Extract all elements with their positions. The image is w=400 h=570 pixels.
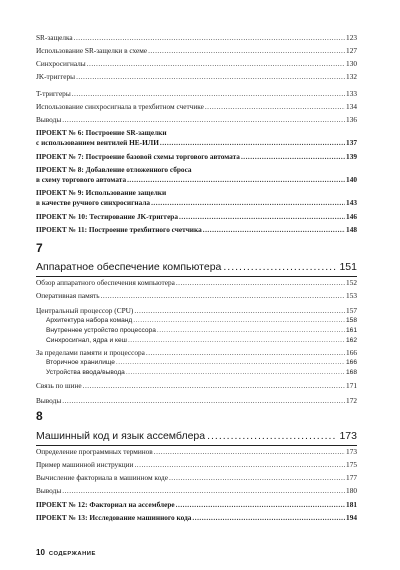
toc-entry — [36, 306, 357, 315]
toc-entry — [36, 59, 357, 68]
dot-leader — [146, 348, 345, 357]
dot-leader — [134, 306, 345, 315]
dot-leader — [127, 175, 345, 184]
chapter-8-number: 8 — [36, 409, 43, 423]
chapter-8-heading — [36, 430, 357, 443]
toc-entry — [36, 381, 357, 390]
toc-entry — [36, 72, 357, 81]
toc-entry-page: 175 — [346, 460, 357, 469]
dot-leader — [116, 358, 345, 367]
toc-entry — [36, 473, 357, 482]
chapter-8-rule — [36, 445, 357, 446]
toc-entry-title: Внутреннее устройство процессора — [46, 327, 156, 334]
toc-entry-page: 171 — [346, 381, 357, 390]
dot-leader — [176, 500, 345, 509]
toc-entry-title: JK-триггеры — [36, 72, 76, 81]
toc-entry-page: 153 — [346, 291, 357, 300]
toc-subentry — [46, 358, 357, 367]
toc-entry — [36, 46, 357, 55]
dot-leader — [133, 316, 345, 325]
toc-entry-page: 148 — [346, 225, 357, 234]
toc-entry-page: 181 — [346, 500, 357, 509]
toc-entry-title: ПРОЕКТ № 12: Факториал на ассемблере — [36, 500, 175, 509]
toc-entry-title: Определение программных терминов — [36, 447, 153, 456]
project-9-entry — [36, 198, 357, 207]
toc-entry-title: Использование синхросигнала в трехбитном счетчике — [36, 102, 204, 111]
dot-leader — [223, 261, 337, 274]
dot-leader — [126, 368, 345, 377]
toc-subentry — [46, 326, 357, 335]
toc-entry-page: 168 — [345, 369, 357, 376]
dot-leader — [203, 225, 345, 234]
toc-subentry — [46, 336, 357, 345]
toc-entry-page: 172 — [346, 396, 357, 405]
toc-entry-page: 123 — [346, 33, 357, 42]
toc-subentry — [46, 316, 357, 325]
toc-entry-page: 180 — [346, 486, 357, 495]
toc-entry-page: 146 — [346, 212, 357, 221]
toc-entry-title: Выводы — [36, 396, 62, 405]
chapter-8-title: Машинный код и язык ассемблера — [36, 430, 206, 442]
dot-leader — [87, 59, 345, 68]
project-8-title: ПРОЕКТ № 8: Добавление отложенного сброса — [36, 165, 192, 174]
toc-entry-title: ПРОЕКТ № 10: Тестирование JK-триггера — [36, 212, 179, 221]
dot-leader — [179, 212, 345, 221]
dot-leader — [76, 72, 345, 81]
toc-entry — [36, 447, 357, 456]
project-7-entry — [36, 152, 357, 161]
toc-entry-title: SR-защелка — [36, 33, 73, 42]
project-6-title: ПРОЕКТ № 6: Построение SR-защелки — [36, 128, 167, 137]
toc-entry-title: Синхросигналы — [36, 59, 86, 68]
chapter-7-number: 7 — [36, 241, 43, 255]
project-10-entry — [36, 212, 357, 221]
toc-entry-page: 161 — [345, 327, 357, 334]
footer-page-number: 10 — [36, 548, 45, 557]
toc-entry-page: 157 — [346, 306, 357, 315]
toc-entry-title: Выводы — [36, 486, 62, 495]
dot-leader — [176, 278, 345, 287]
toc-entry-title: в схему торгового автомата — [36, 175, 127, 184]
dot-leader — [154, 447, 345, 456]
toc-entry-title: Пример машинной инструкции — [36, 460, 134, 469]
toc-entry-page: 132 — [346, 72, 357, 81]
dot-leader — [151, 198, 345, 207]
toc-entry — [36, 291, 357, 300]
toc-entry-title: с использованием вентилей НЕ-ИЛИ — [36, 138, 159, 147]
chapter-7-rule — [36, 276, 357, 277]
toc-entry — [36, 89, 357, 98]
toc-entry-page: 152 — [346, 278, 357, 287]
chapter-7-heading — [36, 261, 357, 274]
toc-entry-page: 127 — [346, 46, 357, 55]
dot-leader — [128, 336, 345, 345]
toc-entry-title: Устройства ввода/вывода — [46, 369, 125, 376]
dot-leader — [62, 486, 345, 495]
toc-entry — [36, 115, 357, 124]
toc-entry — [36, 278, 357, 287]
toc-entry-page: 143 — [346, 198, 357, 207]
toc-entry-page: 166 — [345, 359, 357, 366]
toc-entry-title: Оперативная память — [36, 291, 100, 300]
toc-entry — [36, 102, 357, 111]
toc-entry-title: Выводы — [36, 115, 62, 124]
project-12-entry — [36, 500, 357, 509]
toc-entry-page: 137 — [346, 138, 357, 147]
dot-leader — [160, 138, 345, 147]
dot-leader — [74, 33, 345, 42]
dot-leader — [205, 102, 345, 111]
dot-leader — [83, 381, 345, 390]
chapter-8-page: 173 — [339, 430, 357, 442]
toc-entry-page: 173 — [346, 447, 357, 456]
toc-entry-page: 134 — [346, 102, 357, 111]
toc-entry-title: ПРОЕКТ № 13: Исследование машинного кода — [36, 513, 192, 522]
chapter-7-title: Аппаратное обеспечение компьютера — [36, 261, 222, 273]
toc-entry-title: ПРОЕКТ № 11: Построение трехбитного счетчика — [36, 225, 202, 234]
project-9-title: ПРОЕКТ № 9: Использование защелки — [36, 188, 167, 197]
toc-entry-page: 162 — [345, 337, 357, 344]
toc-entry-page: 136 — [346, 115, 357, 124]
toc-entry-title: Использование SR-защелки в схеме — [36, 46, 148, 55]
toc-entry-page: 139 — [346, 152, 357, 161]
toc-entry-page: 166 — [346, 348, 357, 357]
dot-leader — [192, 513, 345, 522]
toc-entry-title: Центральный процессор (CPU) — [36, 306, 134, 315]
toc-entry — [36, 486, 357, 495]
toc-entry-title: Связь по шине — [36, 381, 82, 390]
toc-entry-title: Синхросигнал, ядра и кеш — [46, 337, 127, 344]
project-8-entry — [36, 175, 357, 184]
dot-leader — [157, 326, 345, 335]
dot-leader — [72, 89, 345, 98]
toc-entry-page: 177 — [346, 473, 357, 482]
toc-entry-title: За пределами памяти и процессора — [36, 348, 145, 357]
dot-leader — [134, 460, 345, 469]
project-6-entry — [36, 138, 357, 147]
toc-entry-title: T-триггеры — [36, 89, 71, 98]
project-11-entry — [36, 225, 357, 234]
page-footer — [36, 542, 96, 560]
toc-entry-title: Вторичное хранилище — [46, 359, 115, 366]
chapter-7-page: 151 — [339, 261, 357, 273]
toc-entry — [36, 460, 357, 469]
toc-subentry — [46, 368, 357, 377]
toc-entry — [36, 348, 357, 357]
toc-entry — [36, 33, 357, 42]
dot-leader — [62, 115, 345, 124]
dot-leader — [207, 430, 337, 443]
project-13-entry — [36, 513, 357, 522]
toc-entry-title: Архитектура набора команд — [46, 317, 133, 324]
toc-entry-title: Обзор аппаратного обеспечения компьютера — [36, 278, 175, 287]
toc-entry-page: 158 — [345, 317, 357, 324]
toc-entry-title: в качестве ручного синхросигнала — [36, 198, 151, 207]
dot-leader — [62, 396, 345, 405]
toc-entry-page: 130 — [346, 59, 357, 68]
toc-entry-page: 194 — [346, 513, 357, 522]
dot-leader — [101, 291, 345, 300]
footer-label: СОДЕРЖАНИЕ — [48, 551, 96, 557]
dot-leader — [241, 152, 345, 161]
toc-entry — [36, 396, 357, 405]
toc-entry-page: 140 — [346, 175, 357, 184]
toc-entry-title: Вычисление факториала в машинном коде — [36, 473, 168, 482]
dot-leader — [169, 473, 345, 482]
toc-entry-page: 133 — [346, 89, 357, 98]
toc-entry-title: ПРОЕКТ № 7: Построение базовой схемы торгового автомата — [36, 152, 240, 161]
dot-leader — [148, 46, 345, 55]
